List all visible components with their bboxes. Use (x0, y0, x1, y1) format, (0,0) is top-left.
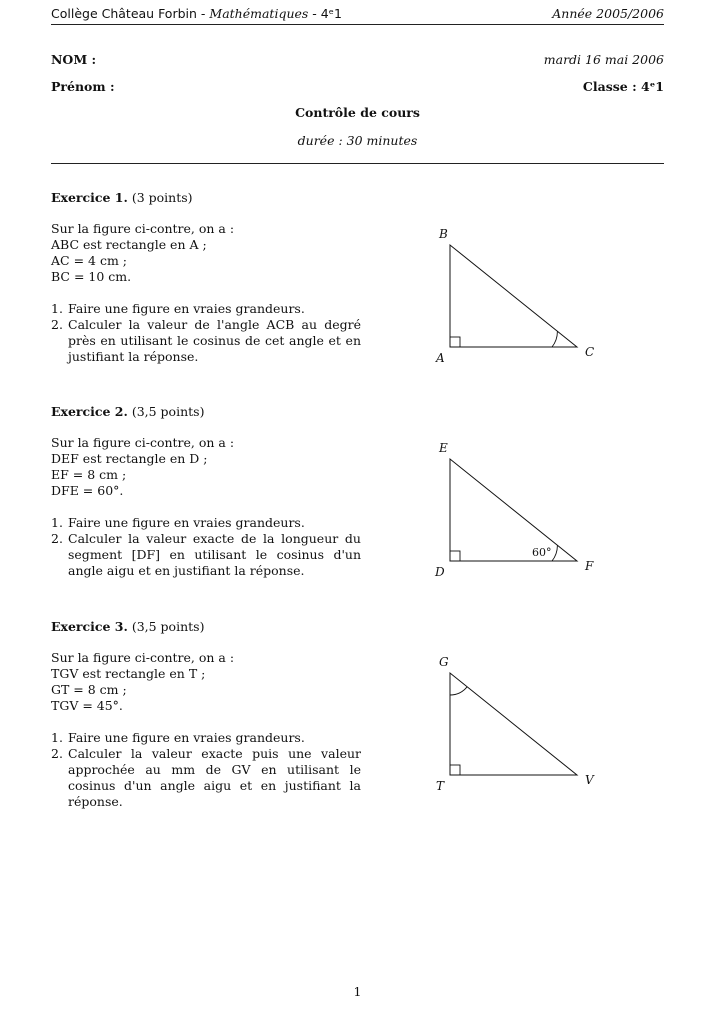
exercise-3 (51, 619, 361, 810)
duration-value: 30 minutes (346, 133, 418, 148)
page-header (51, 6, 664, 24)
angle-arc (450, 687, 467, 695)
question-item: 2. Calculer la valeur exacte de la longueur du segment [DF] en utilisant le cosinus d'un angle aigu et en justifiant la réponse. (51, 531, 361, 578)
vertex-label: A (436, 351, 445, 365)
question-list (51, 301, 361, 365)
exercise-line: BC = 10 cm. (51, 269, 132, 284)
right-angle-mark (450, 337, 460, 347)
vertex-label: E (439, 441, 448, 455)
subject: Mathématiques (209, 6, 309, 21)
vertex-label: B (439, 227, 448, 241)
nom-label: NOM : (51, 52, 97, 67)
exercise-title: Exercice 3. (3,5 points) (51, 619, 205, 634)
prenom-label: Prénom : (51, 79, 115, 94)
exercise-2 (51, 404, 361, 579)
exercise-line: DFE = 60°. (51, 483, 124, 498)
exercise-title: Exercice 1. (3 points) (51, 190, 193, 205)
header-separator: - (196, 6, 210, 21)
question-item: 1. Faire une figure en vraies grandeurs. (51, 515, 305, 530)
exercise-line: DEF est rectangle en D ; (51, 451, 208, 466)
vertex-label: G (439, 655, 449, 669)
exercise-line: Sur la figure ci-contre, on a : (51, 435, 235, 450)
exercise-1 (51, 190, 361, 365)
exercise-line: TGV = 45°. (51, 698, 123, 713)
school-year: Année 2005/2006 (552, 6, 664, 21)
question-list (51, 730, 361, 810)
right-angle-mark (450, 765, 460, 775)
exercise-line: GT = 8 cm ; (51, 682, 127, 697)
angle-arc (552, 546, 557, 562)
triangle-def-figure (425, 436, 615, 581)
page-number: 1 (353, 984, 362, 999)
exercise-line: TGV est rectangle en T ; (51, 666, 206, 681)
page-title: Contrôle de cours (295, 105, 420, 120)
angle-arc (552, 332, 557, 348)
duration-label: durée : (297, 133, 343, 148)
triangle-shape (450, 245, 577, 347)
exercise-line: EF = 8 cm ; (51, 467, 127, 482)
exercise-line: AC = 4 cm ; (51, 253, 127, 268)
triangle-shape (450, 459, 577, 561)
exam-date: mardi 16 mai 2006 (543, 52, 664, 67)
question-item: 1. Faire une figure en vraies grandeurs. (51, 730, 305, 745)
duration (0, 133, 715, 148)
vertex-label: T (436, 779, 445, 793)
triangle-tgv-figure (425, 650, 615, 795)
classe-label: Classe : 4ᵉ1 (582, 79, 664, 94)
question-item: 2. Calculer la valeur de l'angle ACB au degré près en utilisant le cosinus de cet angle et en justifiant la réponse. (51, 317, 361, 364)
angle-label: 60° (532, 546, 552, 559)
exercise-line: ABC est rectangle en A ; (51, 237, 207, 252)
triangle-abc-figure (425, 222, 615, 367)
question-item: 1. Faire une figure en vraies grandeurs. (51, 301, 305, 316)
question-item: 2. Calculer la valeur exacte puis une valeur approchée au mm de GV en utilisant le cosinus d'un angle aigu et en justifiant la réponse. (51, 746, 361, 809)
header-rule (51, 24, 664, 25)
vertex-label: F (585, 559, 594, 573)
title-rule (51, 163, 664, 164)
vertex-label: V (585, 773, 594, 787)
question-list (51, 515, 361, 579)
right-angle-mark (450, 551, 460, 561)
school-name: Collège Château Forbin (51, 6, 197, 21)
exercise-line: Sur la figure ci-contre, on a : (51, 221, 235, 236)
triangle-shape (450, 673, 577, 775)
exercise-title: Exercice 2. (3,5 points) (51, 404, 205, 419)
vertex-label: D (435, 565, 445, 579)
vertex-label: C (585, 345, 595, 359)
exercise-line: Sur la figure ci-contre, on a : (51, 650, 235, 665)
class-code: - 4ᵉ1 (308, 6, 342, 21)
